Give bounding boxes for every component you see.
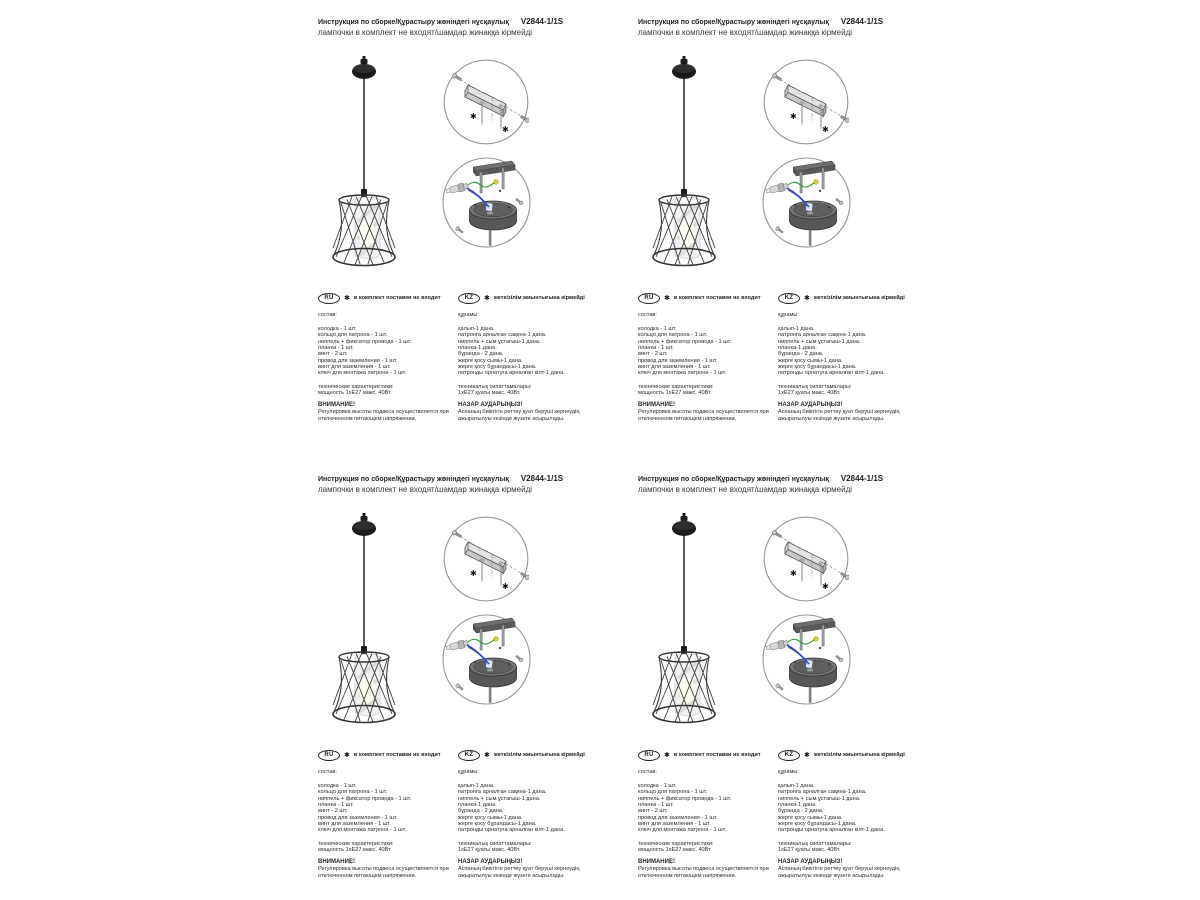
sheet-header <box>638 474 926 494</box>
kz-warning-title: НАЗАР АУДАРЫҢЫЗ! <box>458 402 523 409</box>
screw-icon <box>835 197 844 205</box>
asterisk-icon: ✱ <box>790 569 797 578</box>
ru-section <box>318 293 460 422</box>
page-title: Инструкция по сборке/Құрастыру жөніндегі нұсқаулық <box>318 476 509 483</box>
bracket-mounting-diagram <box>443 59 529 145</box>
model-number: V2844-1/1S <box>520 17 564 26</box>
kz-tech-title: техникалық сипаттамалары: <box>458 840 532 847</box>
cable-gland <box>765 182 788 195</box>
parts-list-item: жерге қосу сымы-1 дана. <box>778 814 843 821</box>
asterisk-icon: ✱ <box>484 751 490 759</box>
canopy <box>790 201 837 246</box>
kz-parts-list <box>778 783 920 834</box>
screw-icon <box>772 530 783 539</box>
canopy-wiring-diagram <box>442 614 532 706</box>
asterisk-icon: ✱ <box>484 294 490 302</box>
asterisk-icon: ✱ <box>502 125 509 134</box>
pendant-lamp-drawing <box>650 55 725 275</box>
parts-list-item: бұранда - 2 дана. <box>458 808 504 815</box>
ru-list-title: состав: <box>318 312 337 318</box>
screw-icon <box>520 571 529 580</box>
ru-not-included-note: в комплект поставки не входит <box>353 295 441 301</box>
header-subtitle: лампочки в комплект не входят/шамдар жинаққа кірмейді <box>318 485 533 494</box>
ru-parts-list <box>638 783 780 834</box>
kz-warning-text: Аспаның биіктігін реттеу қуат беруші кернеудің ажыратылуы кезінде жүзеге асырылады. <box>458 409 580 422</box>
parts-list-item: қалып-1 дана. <box>458 326 495 332</box>
ru-list-title: состав: <box>638 769 657 775</box>
ru-warning-text: Регулировка высоты подвеса осуществляется при отключенном питающем напряжении. <box>318 409 449 422</box>
model-number: V2844-1/1S <box>520 474 564 483</box>
parts-list-item: провод для заземления - 1 шт. <box>318 357 398 364</box>
canopy-wiring-diagram <box>762 157 852 249</box>
asterisk-icon: ✱ <box>804 751 810 759</box>
kz-badge: KZ <box>778 750 800 761</box>
ru-tech-value: мощность 1хЕ27 макс. 40Вт <box>318 847 391 854</box>
ru-warning-title: ВНИМАНИЕ! <box>318 859 355 866</box>
kz-warning-title: НАЗАР АУДАРЫҢЫЗ! <box>778 402 843 409</box>
screw-icon <box>452 530 463 539</box>
parts-list-item: винт - 2 шт. <box>318 808 348 815</box>
kz-warning-text: Аспаның биіктігін реттеу қуат беруші кернеудің ажыратылуы кезінде жүзеге асырылады. <box>458 866 580 879</box>
kz-tech-value: 1хЕ27 қуаты макс. 40Вт. <box>458 847 521 854</box>
asterisk-icon: ✱ <box>822 125 829 134</box>
kz-not-included-note: жеткізілім жиынтығына кірмейді <box>813 295 905 301</box>
parts-list-item: винт - 2 шт. <box>638 351 668 358</box>
instruction-sheet <box>636 15 928 465</box>
ru-badge: RU <box>318 750 340 761</box>
mounting-bracket <box>473 161 515 193</box>
kz-badge: KZ <box>778 293 800 304</box>
asterisk-icon: ✱ <box>344 751 350 759</box>
mounting-bracket <box>793 161 835 193</box>
asterisk-icon: ✱ <box>664 751 670 759</box>
header-subtitle: лампочки в комплект не входят/шамдар жинаққа кірмейді <box>638 28 853 37</box>
page-title: Инструкция по сборке/Құрастыру жөніндегі нұсқаулық <box>638 476 829 483</box>
parts-list-item: ключ для монтажа патрона - 1 шт. <box>318 827 407 834</box>
parts-list-item: колодка - 1 шт. <box>638 783 677 789</box>
ru-tech-title: технические характеристики: <box>318 840 394 847</box>
parts-list-item: ниппель + фиксатор провода - 1 шт. <box>318 338 412 345</box>
kz-warning-title: НАЗАР АУДАРЫҢЫЗ! <box>778 859 843 866</box>
parts-list-item: планка - 1 шт. <box>638 802 674 809</box>
ru-tech-title: технические характеристики: <box>638 383 714 390</box>
parts-list-item: планка-1 дана. <box>458 345 497 352</box>
ru-tech-value: мощность 1хЕ27 макс. 40Вт <box>638 390 711 397</box>
parts-list-item: планка-1 дана. <box>458 802 497 809</box>
kz-section <box>458 293 600 422</box>
screw-icon <box>775 683 784 691</box>
kz-tech-value: 1хЕ27 қуаты макс. 40Вт. <box>778 847 841 854</box>
asterisk-icon: ✱ <box>790 112 797 121</box>
parts-list-item: ниппель + сым ұстағыш-1 дана. <box>458 795 541 802</box>
parts-list-item: патронды орнатуға арналған кілт-1 дана. <box>458 827 565 834</box>
parts-list-item: винт для заземления - 1 шт. <box>318 364 391 371</box>
sheet-header <box>318 474 606 494</box>
parts-list-item: колодка - 1 шт. <box>318 783 357 789</box>
ru-tech-value: мощность 1хЕ27 макс. 40Вт <box>638 847 711 854</box>
kz-tech-title: техникалық сипаттамалары: <box>778 840 852 847</box>
ground-terminal <box>814 180 819 185</box>
ru-tech-title: технические характеристики: <box>638 840 714 847</box>
ru-warning-title: ВНИМАНИЕ! <box>638 859 675 866</box>
kz-not-included-note: жеткізілім жиынтығына кірмейді <box>493 752 585 758</box>
parts-list-item: винт для заземления - 1 шт. <box>638 364 711 371</box>
parts-list-item: колодка - 1 шт. <box>318 326 357 332</box>
kz-list-title: құрамы: <box>778 769 799 775</box>
header-subtitle: лампочки в комплект не входят/шамдар жинаққа кірмейді <box>638 485 853 494</box>
asterisk-icon: ✱ <box>502 582 509 591</box>
asterisk-icon: ✱ <box>470 112 477 121</box>
parts-list-item: винт для заземления - 1 шт. <box>318 821 391 828</box>
ru-badge: RU <box>638 293 660 304</box>
parts-list-item: ниппель + сым ұстағыш-1 дана. <box>458 338 541 345</box>
screw-icon <box>515 654 524 662</box>
parts-list-item: колодка - 1 шт. <box>638 326 677 332</box>
canopy-wiring-diagram <box>762 614 852 706</box>
parts-list-item: патронға арналған сақина-1 дана. <box>458 789 547 796</box>
ru-tech-title: технические характеристики: <box>318 383 394 390</box>
ru-tech-value: мощность 1хЕ27 макс. 40Вт <box>318 390 391 397</box>
parts-list-item: ниппель + фиксатор провода - 1 шт. <box>638 338 732 345</box>
parts-list-item: патронды орнатуға арналған кілт-1 дана. <box>778 370 885 377</box>
kz-not-included-note: жеткізілім жиынтығына кірмейді <box>493 295 585 301</box>
ru-badge: RU <box>638 750 660 761</box>
model-number: V2844-1/1S <box>840 474 884 483</box>
ground-terminal <box>494 637 499 642</box>
ru-not-included-note: в комплект поставки не входит <box>673 752 761 758</box>
pendant-lamp-drawing <box>330 55 405 275</box>
ground-terminal <box>814 637 819 642</box>
asterisk-icon: ✱ <box>470 569 477 578</box>
parts-list-item: жерге қосу сымы-1 дана. <box>458 814 523 821</box>
ru-section <box>318 750 460 879</box>
canopy <box>790 658 837 703</box>
bracket-mounting-diagram <box>763 59 849 145</box>
parts-list-item: жерге қосу сымы-1 дана. <box>458 357 523 364</box>
kz-not-included-note: жеткізілім жиынтығына кірмейді <box>813 752 905 758</box>
screw-icon <box>835 654 844 662</box>
page-title: Инструкция по сборке/Құрастыру жөніндегі нұсқаулық <box>318 19 509 26</box>
kz-tech-title: техникалық сипаттамалары: <box>458 383 532 390</box>
ru-warning-text: Регулировка высоты подвеса осуществляется при отключенном питающем напряжении. <box>318 866 449 879</box>
ru-warning-text: Регулировка высоты подвеса осуществляется при отключенном питающем напряжении. <box>638 409 769 422</box>
screw-icon <box>840 114 849 123</box>
parts-list-item: планка - 1 шт. <box>638 345 674 352</box>
canopy <box>470 658 517 703</box>
parts-list-item: ниппель + сым ұстағыш-1 дана. <box>778 795 861 802</box>
header-subtitle: лампочки в комплект не входят/шамдар жинаққа кірмейді <box>318 28 533 37</box>
canopy-wiring-diagram <box>442 157 532 249</box>
screw-icon <box>840 571 849 580</box>
asterisk-icon: ✱ <box>664 294 670 302</box>
parts-list-item: кольцо для патрона - 1 шт. <box>638 332 708 339</box>
kz-section <box>458 750 600 879</box>
parts-list-item: патронды орнатуға арналған кілт-1 дана. <box>458 370 565 377</box>
parts-list-item: винт - 2 шт. <box>318 351 348 358</box>
cable-gland <box>445 639 468 652</box>
parts-list-item: винт для заземления - 1 шт. <box>638 821 711 828</box>
parts-list-item: бұранда - 2 дана. <box>778 351 824 358</box>
kz-list-title: құрамы: <box>458 769 479 775</box>
instruction-sheet <box>316 472 608 900</box>
ground-terminal <box>494 180 499 185</box>
parts-list-item: патронды орнатуға арналған кілт-1 дана. <box>778 827 885 834</box>
asterisk-icon: ✱ <box>804 294 810 302</box>
parts-list-item: планка-1 дана. <box>778 802 817 809</box>
screw-icon <box>772 73 783 82</box>
pendant-lamp-drawing <box>330 512 405 732</box>
parts-list-item: кольцо для патрона - 1 шт. <box>638 789 708 796</box>
kz-section <box>778 293 920 422</box>
kz-warning-text: Аспаның биіктігін реттеу қуат беруші кернеудің ажыратылуы кезінде жүзеге асырылады. <box>778 409 900 422</box>
ru-parts-list <box>638 326 780 377</box>
parts-list-item: ниппель + сым ұстағыш-1 дана. <box>778 338 861 345</box>
ru-warning-title: ВНИМАНИЕ! <box>638 402 675 409</box>
ru-not-included-note: в комплект поставки не входит <box>353 752 441 758</box>
parts-list-item: ключ для монтажа патрона - 1 шт. <box>638 827 727 834</box>
canopy <box>470 201 517 246</box>
screw-icon <box>515 197 524 205</box>
screw-icon <box>520 114 529 123</box>
parts-list-item: кольцо для патрона - 1 шт. <box>318 789 388 796</box>
parts-list-item: патронға арналған сақина-1 дана. <box>778 789 867 796</box>
parts-list-item: провод для заземления - 1 шт. <box>638 357 718 364</box>
model-number: V2844-1/1S <box>840 17 884 26</box>
ru-not-included-note: в комплект поставки не входит <box>673 295 761 301</box>
cable-gland <box>445 182 468 195</box>
instruction-sheet <box>636 472 928 900</box>
asterisk-icon: ✱ <box>344 294 350 302</box>
parts-list-item: планка-1 дана. <box>778 345 817 352</box>
parts-list-item: ключ для монтажа патрона - 1 шт. <box>318 370 407 377</box>
parts-list-item: жерге қосу бұрандасы-1 дана. <box>778 364 857 371</box>
parts-list-item: кольцо для патрона - 1 шт. <box>318 332 388 339</box>
kz-warning-title: НАЗАР АУДАРЫҢЫЗ! <box>458 859 523 866</box>
screw-icon <box>775 226 784 234</box>
kz-tech-value: 1хЕ27 қуаты макс. 40Вт. <box>778 390 841 397</box>
parts-list-item: провод для заземления - 1 шт. <box>638 814 718 821</box>
kz-list-title: құрамы: <box>778 312 799 318</box>
kz-tech-value: 1хЕ27 қуаты макс. 40Вт. <box>458 390 521 397</box>
kz-tech-title: техникалық сипаттамалары: <box>778 383 852 390</box>
kz-list-title: құрамы: <box>458 312 479 318</box>
screw-icon <box>452 73 463 82</box>
ru-warning-text: Регулировка высоты подвеса осуществляется при отключенном питающем напряжении. <box>638 866 769 879</box>
parts-list-item: бұранда - 2 дана. <box>778 808 824 815</box>
ru-badge: RU <box>318 293 340 304</box>
parts-list-item: планка - 1 шт. <box>318 345 354 352</box>
kz-warning-text: Аспаның биіктігін реттеу қуат беруші кернеудің ажыратылуы кезінде жүзеге асырылады. <box>778 866 900 879</box>
ru-section <box>638 293 780 422</box>
kz-section <box>778 750 920 879</box>
kz-badge: KZ <box>458 293 480 304</box>
parts-list-item: бұранда - 2 дана. <box>458 351 504 358</box>
parts-list-item: планка - 1 шт. <box>318 802 354 809</box>
asterisk-icon: ✱ <box>822 582 829 591</box>
instruction-sheet <box>316 15 608 465</box>
parts-list-item: жерге қосу бұрандасы-1 дана. <box>778 821 857 828</box>
parts-list-item: қалып-1 дана. <box>778 326 815 332</box>
parts-list-item: жерге қосу бұрандасы-1 дана. <box>458 364 537 371</box>
parts-list-item: ключ для монтажа патрона - 1 шт. <box>638 370 727 377</box>
parts-list-item: ниппель + фиксатор провода - 1 шт. <box>638 795 732 802</box>
ru-list-title: состав: <box>318 769 337 775</box>
parts-list-item: провод для заземления - 1 шт. <box>318 814 398 821</box>
kz-parts-list <box>458 326 600 377</box>
parts-list-item: патронға арналған сақина-1 дана. <box>458 332 547 339</box>
sheet-header <box>638 17 926 37</box>
ru-parts-list <box>318 326 460 377</box>
ru-section <box>638 750 780 879</box>
bracket-mounting-diagram <box>763 516 849 602</box>
kz-badge: KZ <box>458 750 480 761</box>
ru-parts-list <box>318 783 460 834</box>
cable-gland <box>765 639 788 652</box>
parts-list-item: жерге қосу сымы-1 дана. <box>778 357 843 364</box>
screw-icon <box>455 226 464 234</box>
ru-list-title: состав: <box>638 312 657 318</box>
screw-icon <box>455 683 464 691</box>
bracket-mounting-diagram <box>443 516 529 602</box>
mounting-bracket <box>793 618 835 650</box>
kz-parts-list <box>778 326 920 377</box>
kz-parts-list <box>458 783 600 834</box>
ru-warning-title: ВНИМАНИЕ! <box>318 402 355 409</box>
pendant-lamp-drawing <box>650 512 725 732</box>
mounting-bracket <box>473 618 515 650</box>
parts-list-item: ниппель + фиксатор провода - 1 шт. <box>318 795 412 802</box>
parts-list-item: патронға арналған сақина-1 дана. <box>778 332 867 339</box>
parts-list-item: қалып-1 дана. <box>778 783 815 789</box>
parts-list-item: винт - 2 шт. <box>638 808 668 815</box>
page-title: Инструкция по сборке/Құрастыру жөніндегі нұсқаулық <box>638 19 829 26</box>
parts-list-item: қалып-1 дана. <box>458 783 495 789</box>
parts-list-item: жерге қосу бұрандасы-1 дана. <box>458 821 537 828</box>
sheet-header <box>318 17 606 37</box>
